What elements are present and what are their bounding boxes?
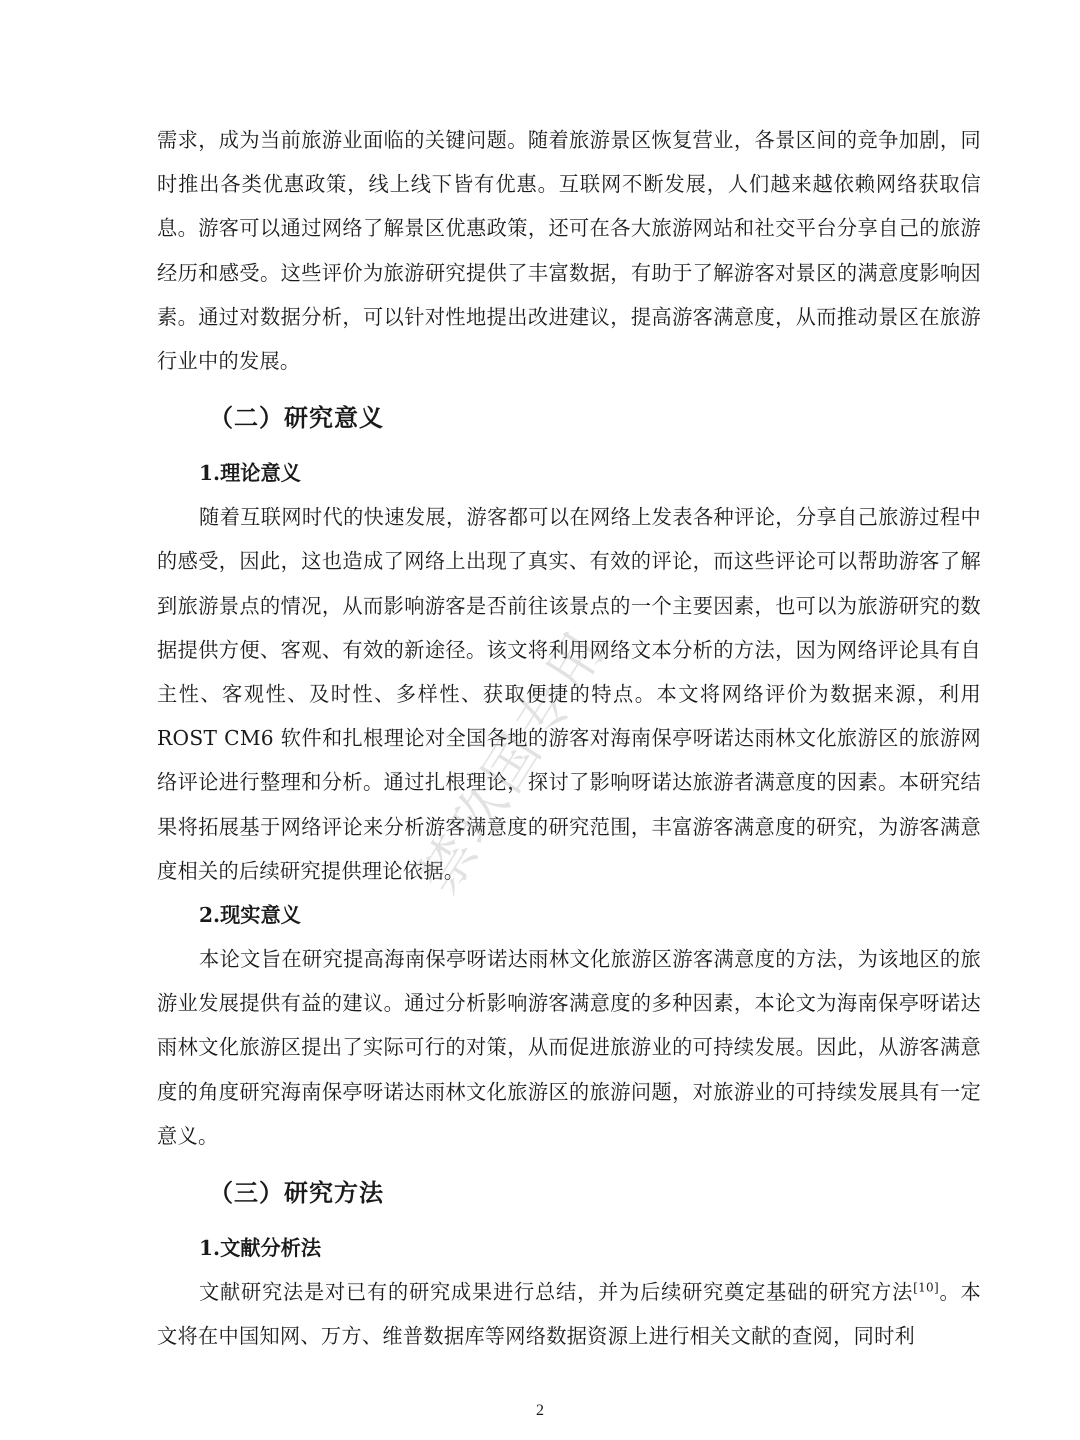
section-heading-research-significance: （二）研究意义	[209, 403, 384, 433]
intro-paragraph: 需求，成为当前旅游业面临的关键问题。随着旅游景区恢复营业，各景区间的竞争加剧，同时推出各类优惠政策，线上线下皆有优惠。互联网不断发展，人们越来越依赖网络获取信息。游客可以通过网络了解景区优惠政策，还可在各大旅游网站和社交平台分享自己的旅游经历和感受。这些评价为旅游研究提供了丰富数据，有助于了解游客对景区的满意度影响因素。通过对数据分析，可以针对性地提出改进建议，提高游客满意度，从而推动景区在旅游行业中的发展。	[157, 128, 981, 374]
citation-reference: [10]	[913, 1280, 939, 1295]
literature-analysis-text-part-1: 文献研究法是对已有的研究成果进行总结，并为后续研究奠定基础的研究方法	[199, 1280, 914, 1305]
section-heading-research-methods: （三）研究方法	[209, 1178, 384, 1208]
page-body	[157, 118, 981, 1358]
literature-analysis-text-part-2: 。本文将在中国知网、万方、维普数据库等网络数据资源上进行相关文献的查阅，同时利	[157, 1280, 981, 1349]
practical-significance-paragraph: 本论文旨在研究提高海南保亭呀诺达雨林文化旅游区游客满意度的方法，为该地区的旅游业发展提供有益的建议。通过分析影响游客满意度的多种因素，本论文为海南保亭呀诺达雨林文化旅游区提出了实际可行的对策，从而促进旅游业的可持续发展。因此，从游客满意度的角度研究海南保亭呀诺达雨林文化旅游区的旅游问题，对旅游业的可持续发展具有一定意义。	[157, 947, 981, 1148]
subsection-heading-literature-analysis: 1.文献分析法	[199, 1236, 322, 1261]
literature-analysis-paragraph	[157, 1270, 981, 1358]
watermark-text: 禁玖国专用	[407, 616, 620, 905]
page-number: 2	[536, 1402, 544, 1419]
subsection-heading-practical-significance: 2.现实意义	[199, 903, 301, 928]
subsection-heading-theoretical-significance: 1.理论意义	[199, 461, 301, 486]
theoretical-significance-paragraph: 随着互联网时代的快速发展，游客都可以在网络上发表各种评论，分享自己旅游过程中的感受，因此，这也造成了网络上出现了真实、有效的评论，而这些评论可以帮助游客了解到旅游景点的情况，从而影响游客是否前往该景点的一个主要因素，也可以为旅游研究的数据提供方便、客观、有效的新途径。该文将利用网络文本分析的方法，因为网络评论具有自主性、客观性、及时性、多样性、获取便捷的特点。本文将网络评价为数据来源，利用 ROST CM6 软件和扎根理论对全国各地的游客对海南保亭呀诺达雨林文化旅游区的旅游网络评论进行整理和分析。通过扎根理论，探讨了影响呀诺达旅游者满意度的因素。本研究结果将拓展基于网络评论来分析游客满意度的研究范围，丰富游客满意度的研究，为游客满意度相关的后续研究提供理论依据。	[157, 505, 981, 883]
